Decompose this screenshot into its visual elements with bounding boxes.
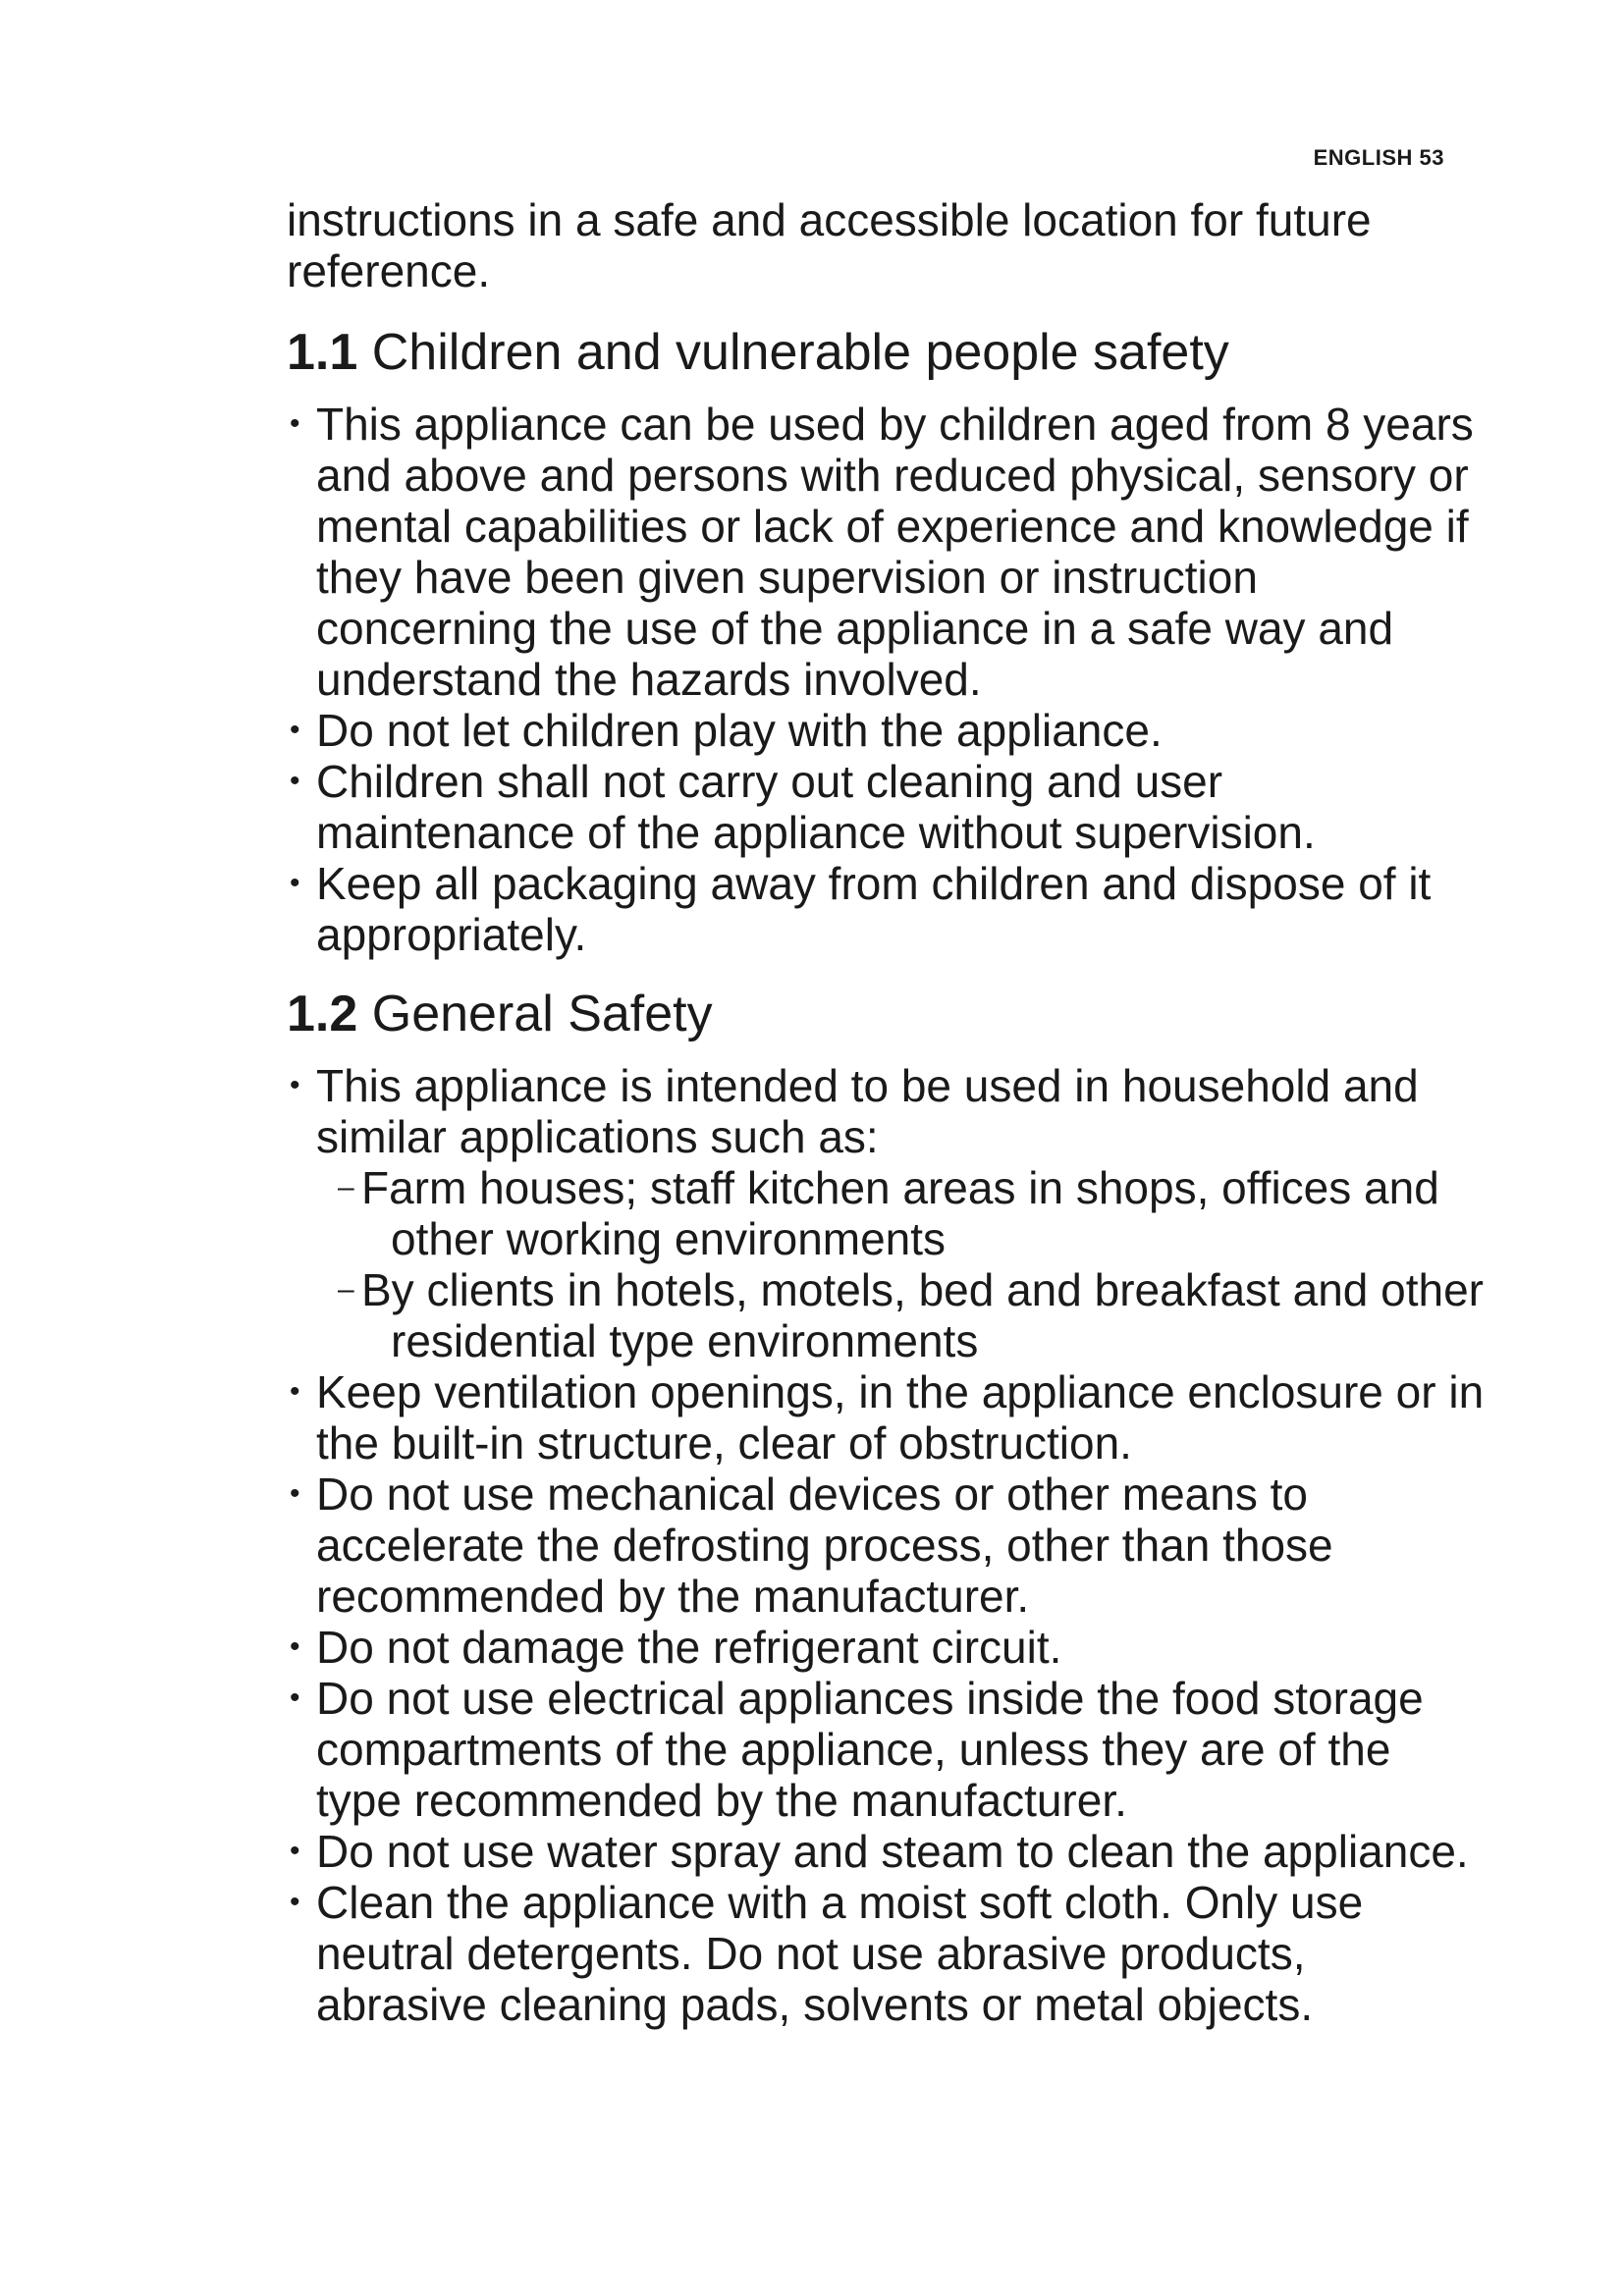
list-item — [287, 1468, 1485, 1622]
list-item-text: Do not damage the refrigerant circuit. — [316, 1622, 1062, 1673]
bullet-icon: • — [290, 1886, 300, 1918]
section-heading — [287, 984, 1485, 1044]
bullet-icon: • — [290, 765, 300, 797]
bullet-icon: • — [290, 1630, 300, 1663]
list-item — [287, 1622, 1485, 1673]
dash-icon: – — [338, 1273, 354, 1306]
bullet-icon: • — [290, 1477, 300, 1510]
list-item-text: Clean the appliance with a moist soft cloth. Only use neutral detergents. Do not use abrasive products, abrasive cleaning pads, solvents or metal objects. — [316, 1877, 1364, 2030]
bullet-icon: • — [290, 1069, 300, 1101]
list-item — [287, 1673, 1485, 1826]
list-item — [287, 756, 1485, 858]
bullet-icon: • — [290, 407, 300, 440]
bullet-list — [287, 1366, 1485, 2030]
section-title-text: General Safety — [371, 986, 713, 1042]
bullet-icon: • — [290, 1375, 300, 1408]
list-item-text: Do not use electrical appliances inside the food storage compartments of the appliance, unless they are of the type recommended by the manufacturer. — [316, 1673, 1424, 1826]
section-children-safety — [287, 322, 1485, 960]
list-item-text: Keep all packaging away from children and dispose of it appropriately. — [316, 858, 1432, 960]
bullet-icon: • — [290, 1835, 300, 1867]
list-item — [287, 1826, 1485, 1877]
list-item-text: Children shall not carry out cleaning and user maintenance of the appliance without supervision. — [316, 756, 1316, 858]
section-general-safety — [287, 984, 1485, 2030]
sub-list — [287, 1162, 1485, 1366]
section-heading — [287, 322, 1485, 383]
section-title-text: Children and vulnerable people safety — [371, 324, 1229, 381]
list-item-text: Keep ventilation openings, in the appliance enclosure or in the built-in structure, clear of obstruction. — [316, 1366, 1485, 1468]
sub-list-item — [338, 1162, 1485, 1264]
list-item — [287, 399, 1485, 705]
bullet-icon: • — [290, 714, 300, 746]
dash-icon: – — [338, 1171, 354, 1203]
list-item — [287, 705, 1485, 756]
list-item — [287, 1060, 1485, 1162]
list-item — [287, 858, 1485, 960]
list-item-text: Do not let children play with the appliance. — [316, 705, 1163, 756]
list-item — [287, 1366, 1485, 1468]
sub-list-item-text: By clients in hotels, motels, bed and breakfast and other residential type environments — [361, 1264, 1484, 1366]
sub-list-item — [338, 1264, 1485, 1366]
sub-list-item-text: Farm houses; staff kitchen areas in shops, offices and other working environments — [361, 1162, 1439, 1264]
intro-paragraph: instructions in a safe and accessible location for future reference. — [287, 194, 1372, 296]
document-body — [287, 194, 1485, 2054]
list-item-text: This appliance is intended to be used in household and similar applications such as: — [316, 1060, 1419, 1162]
section-number: 1.2 — [287, 986, 358, 1042]
list-item — [287, 1877, 1485, 2030]
list-item-text: This appliance can be used by children aged from 8 years and above and persons with reduced physical, sensory or mental capabilities or lack of experience and knowledge if they have been given supervision or instruction concerning the use of the appliance in a safe way and understand the hazards involved. — [316, 399, 1474, 705]
section-number: 1.1 — [287, 324, 358, 381]
bullet-icon: • — [290, 1682, 300, 1714]
bullet-icon: • — [290, 867, 300, 899]
page-number-label: ENGLISH 53 — [1313, 145, 1444, 170]
bullet-list — [287, 1060, 1485, 1162]
list-item-text: Do not use water spray and steam to clean the appliance. — [316, 1826, 1469, 1877]
list-item-text: Do not use mechanical devices or other means to accelerate the defrosting process, other than those recommended by the manufacturer. — [316, 1468, 1333, 1622]
bullet-list — [287, 399, 1485, 960]
